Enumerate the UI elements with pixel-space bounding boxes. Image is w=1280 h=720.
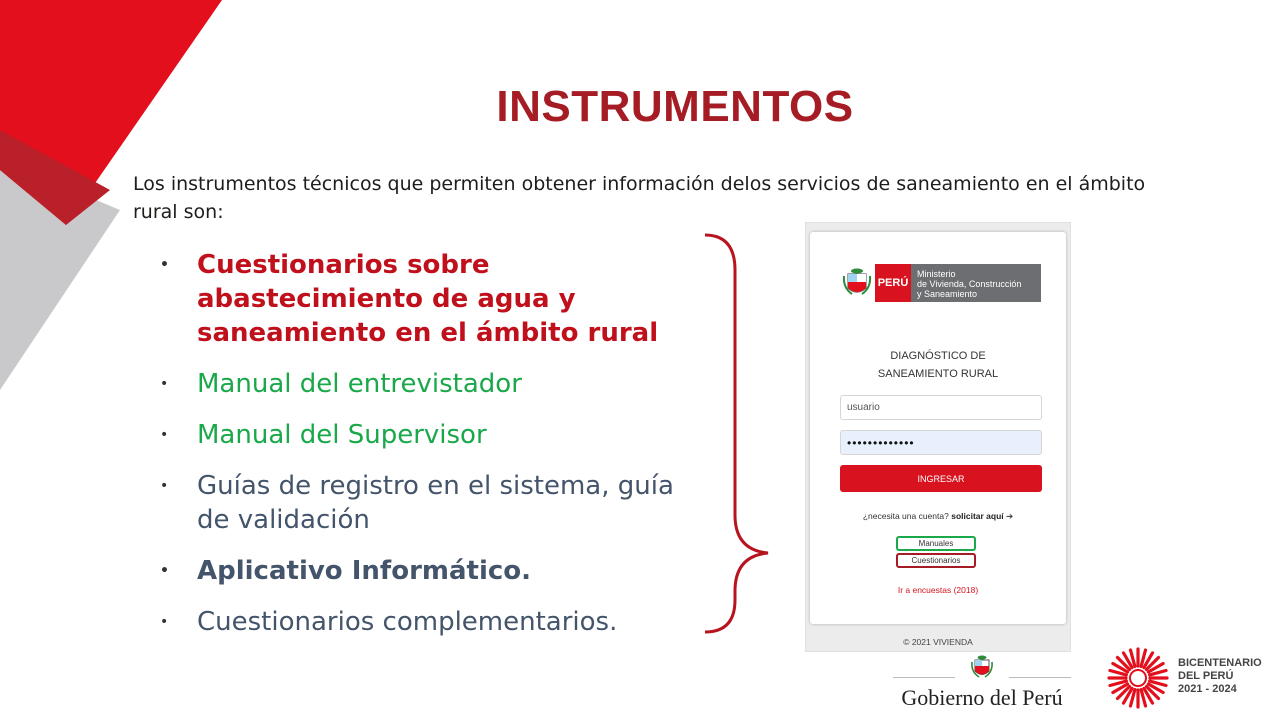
peru-label: PERÚ	[875, 264, 911, 302]
divider	[1009, 677, 1071, 678]
list-item: • Aplicativo Informático.	[160, 554, 680, 588]
coat-of-arms-icon	[969, 654, 995, 682]
slide-title: INSTRUMENTOS	[496, 82, 854, 131]
instrument-list	[160, 248, 680, 656]
questionnaires-button[interactable]: Cuestionarios	[896, 553, 976, 568]
gobierno-text: Gobierno del Perú	[901, 685, 1063, 710]
bicentenario-line: 2021 - 2024	[1178, 683, 1237, 695]
coat-of-arms-icon	[840, 264, 874, 302]
password-field[interactable]: •••••••••••••	[840, 430, 1042, 455]
login-button[interactable]: INGRESAR	[840, 465, 1042, 492]
heading-line: SANEAMIENTO RURAL	[877, 368, 999, 380]
ministry-line: Ministerio	[917, 269, 956, 279]
heading-line: DIAGNÓSTICO DE	[890, 350, 986, 362]
bicentenario-line: DEL PERÚ	[1178, 670, 1234, 682]
app-login-screenshot	[805, 222, 1071, 652]
list-item: • Cuestionarios complementarios.	[160, 605, 680, 639]
arrow-right-icon: ➔	[1006, 511, 1014, 521]
app-footer: © 2021 VIVIENDA	[903, 637, 973, 647]
app-heading	[810, 347, 1066, 383]
intro-text: Los instrumentos técnicos que permiten obtener información delos servicios de saneamiento en el ámbito rural son:	[133, 173, 1146, 223]
list-item: • Manual del Supervisor	[160, 418, 680, 452]
login-card	[810, 232, 1066, 624]
manuals-button[interactable]: Manuales	[896, 536, 976, 551]
account-question: ¿necesita una cuenta?	[862, 511, 949, 521]
list-item: • Manual del entrevistador	[160, 367, 680, 401]
ministry-logo	[840, 264, 1041, 302]
divider	[893, 677, 955, 678]
ministry-line: de Vivienda, Construcción	[917, 279, 1022, 289]
surveys-link[interactable]: Ir a encuestas (2018)	[897, 585, 979, 595]
bicentenario-line: BICENTENARIO	[1178, 657, 1262, 669]
curly-brace-icon	[700, 230, 780, 640]
signup-prompt	[810, 511, 1066, 522]
request-account-link[interactable]: solicitar aquí	[951, 511, 1004, 521]
bicentenario-text	[1178, 657, 1262, 696]
ministry-line: y Saneamiento	[917, 289, 978, 299]
gobierno-logo	[893, 652, 1071, 718]
ministry-name	[911, 264, 1041, 302]
list-item: • Guías de registro en el sistema, guía de validación	[160, 469, 680, 537]
list-item: • Cuestionarios sobre abastecimiento de agua y saneamiento en el ámbito rural	[160, 248, 680, 350]
username-field[interactable]: usuario	[840, 395, 1042, 420]
bicentenario-emblem-icon	[1105, 645, 1171, 711]
